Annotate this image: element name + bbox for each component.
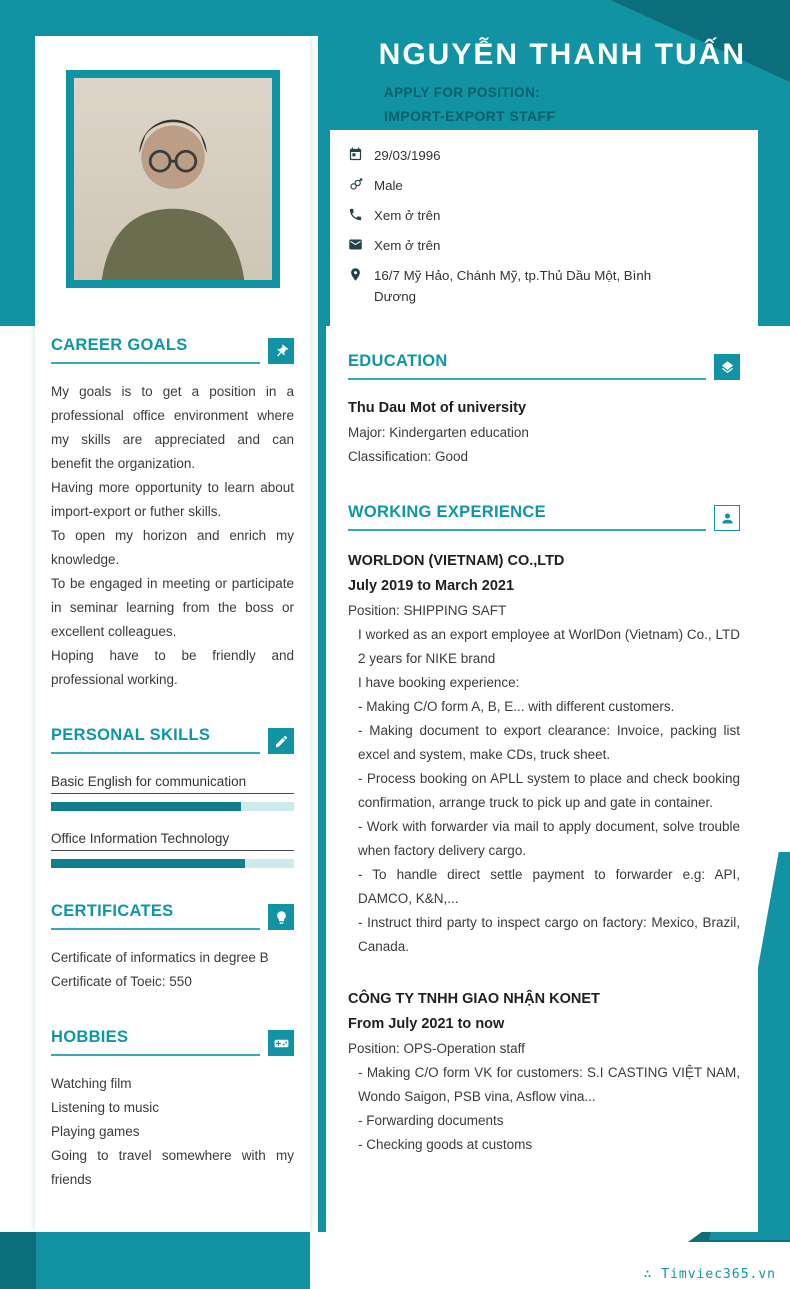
skill-label: Office Information Technology (51, 831, 294, 851)
section-title: CERTIFICATES (51, 902, 260, 930)
section-working-experience-header (348, 503, 740, 531)
job-detail-line: - Instruct third party to inspect cargo on factory: Mexico, Brazil, Canada. (358, 915, 740, 954)
gender-value: Male (374, 178, 403, 193)
section-title: HOBBIES (51, 1028, 260, 1056)
skill-item (51, 774, 294, 811)
column-divider (318, 326, 326, 1232)
hobby-item: Listening to music (51, 1100, 160, 1115)
career-goal-paragraph: To open my horizon and enrich my knowledge. (51, 528, 294, 567)
contact-row-email (346, 235, 742, 256)
education-school: Thu Dau Mot of university (348, 400, 527, 416)
dots-icon: ∴ (643, 1267, 653, 1282)
id-card-icon (714, 505, 740, 531)
section-education-header (348, 352, 740, 380)
section-title: PERSONAL SKILLS (51, 726, 260, 754)
contact-info-card (330, 130, 758, 326)
education-classification: Classification: Good (348, 449, 469, 464)
bottom-left-decoration (36, 1232, 310, 1289)
job-detail-line: - To handle direct settle payment to forwarder e.g: API, DAMCO, K&N,... (358, 867, 740, 906)
job-detail-line: - Making document to export clearance: Invoice, packing list excel and system, make CDs, truck sheet. (358, 723, 740, 762)
address-value: 16/7 Mỹ Hảo, Chánh Mỹ, tp.Thủ Dầu Một, Bình Dương (374, 268, 652, 304)
sidebar (35, 36, 310, 1232)
bottom-left-dark-decoration (0, 1232, 36, 1289)
job-detail-line: - Checking goods at customs (358, 1137, 533, 1152)
education-major: Major: Kindergarten education (348, 425, 529, 440)
section-title: WORKING EXPERIENCE (348, 503, 706, 531)
section-personal-skills-header (51, 726, 294, 754)
contact-row-birthdate (346, 145, 742, 166)
main-content (330, 326, 758, 1232)
email-icon (346, 235, 364, 252)
career-goal-paragraph: Having more opportunity to learn about import-export or futher skills. (51, 480, 294, 519)
candidate-photo (74, 78, 272, 280)
job-detail-line: I worked as an export employee at WorlDon (Vietnam) Co., LTD 2 years for NIKE brand (358, 627, 740, 666)
pushpin-icon (268, 338, 294, 364)
certificate-item: Certificate of informatics in degree B (51, 950, 269, 965)
layers-icon (714, 354, 740, 380)
left-strip-decoration (0, 0, 36, 326)
contact-row-phone (346, 205, 742, 226)
skill-item (51, 831, 294, 868)
skill-progress-track (51, 802, 294, 811)
hobby-item: Watching film (51, 1076, 132, 1091)
candidate-name: NGUYỄN THANH TUẤN (378, 38, 746, 71)
career-goal-paragraph: My goals is to get a position in a professional office environment where my skills are appreciated and can benefit the organization. (51, 384, 294, 471)
section-title: CAREER GOALS (51, 336, 260, 364)
location-icon (346, 265, 364, 282)
site-watermark (644, 1267, 776, 1282)
pencil-icon (268, 728, 294, 754)
skill-label: Basic English for communication (51, 774, 294, 794)
hobby-item: Playing games (51, 1124, 140, 1139)
job-position: Position: OPS-Operation staff (348, 1041, 525, 1056)
job-detail-line: - Making C/O form A, B, E... with different customers. (358, 699, 675, 714)
job-detail-line: - Work with forwarder via mail to apply document, solve trouble when factory delivery cargo. (358, 819, 740, 858)
contact-row-gender (346, 175, 742, 196)
skill-progress-fill (51, 859, 245, 868)
hobby-item: Going to travel somewhere with my friends (51, 1148, 294, 1187)
job-company: WORLDON (VIETNAM) CO.,LTD (348, 553, 565, 569)
phone-value: Xem ở trên (374, 208, 441, 223)
job-detail-line: - Making C/O form VK for customers: S.I CASTING VIỆT NAM, Wondo Saigon, PSB vina, Asflow vina... (358, 1065, 740, 1104)
job-entry (348, 987, 740, 1157)
certificate-item: Certificate of Toeic: 550 (51, 974, 192, 989)
job-period: From July 2021 to now (348, 1016, 505, 1032)
phone-icon (346, 205, 364, 222)
photo-placeholder-silhouette (74, 78, 272, 280)
gamepad-icon (268, 1030, 294, 1056)
section-career-goals-header (51, 336, 294, 364)
skill-progress-track (51, 859, 294, 868)
job-entry (348, 549, 740, 959)
email-value: Xem ở trên (374, 238, 441, 253)
job-period: July 2019 to March 2021 (348, 578, 515, 594)
watermark-text: Timviec365.vn (661, 1267, 776, 1282)
birthdate-value: 29/03/1996 (374, 148, 441, 163)
gender-icon (346, 175, 364, 192)
photo-frame (66, 70, 280, 288)
section-hobbies-header (51, 1028, 294, 1056)
job-detail-line: - Process booking on APLL system to place and check booking confirmation, arrange truck to pick up and gate in container. (358, 771, 740, 810)
job-detail-line: I have booking experience: (358, 675, 520, 690)
career-goal-paragraph: To be engaged in meeting or participate in seminar learning from the boss or excellent colleagues. (51, 576, 294, 639)
section-title: EDUCATION (348, 352, 706, 380)
apply-for-position-label: APPLY FOR POSITION: (384, 85, 541, 100)
job-detail-line: - Forwarding documents (358, 1113, 504, 1128)
job-position: Position: SHIPPING SAFT (348, 603, 507, 618)
applied-position: IMPORT-EXPORT STAFF (384, 108, 556, 124)
bulb-icon (268, 904, 294, 930)
skill-progress-fill (51, 802, 241, 811)
section-certificates-header (51, 902, 294, 930)
calendar-icon (346, 145, 364, 162)
career-goal-paragraph: Hoping have to be friendly and professional working. (51, 648, 294, 687)
job-company: CÔNG TY TNHH GIAO NHẬN KONET (348, 991, 600, 1007)
contact-row-address (346, 265, 742, 307)
